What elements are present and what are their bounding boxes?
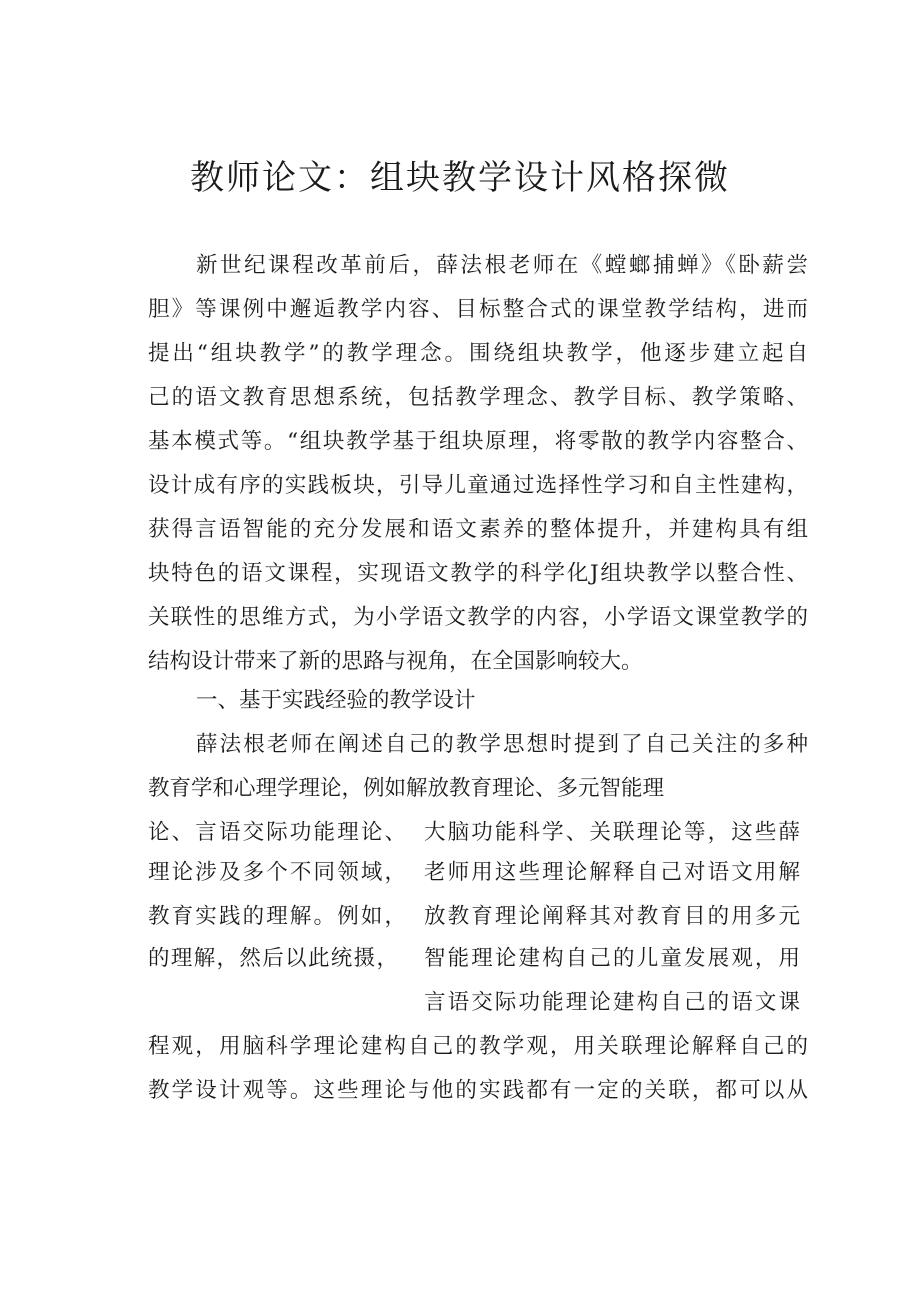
section-heading: 一、基于实践经验的教学设计 [196,688,476,713]
column-right-line: 放教育理论阐释其对教育目的用多元 [424,904,800,929]
column-left-line: 的理解，然后以此统摄， [148,946,398,971]
column-right-line: 智能理论建构自己的儿童发展观，用 [424,946,800,971]
paragraph-line: 获得言语智能的充分发展和语文素养的整体提升，并建构具有组 [148,517,808,542]
paragraph-line: 关联性的思维方式，为小学语文教学的内容，小学语文课堂教学的 [148,605,808,630]
document-title: 教师论文：组块教学设计风格探微 [190,158,730,198]
column-right-line: 言语交际功能理论建构自己的语文课 [424,990,800,1015]
column-left-line: 教育实践的理解。例如， [148,904,406,929]
paragraph-line: 块特色的语文课程，实现语文教学的科学化J组块教学以整合性、 [148,561,808,586]
paragraph-line: 薛法根老师在阐述自己的教学思想时提到了自己关注的多种 [196,732,808,757]
column-right-line: 老师用这些理论解释自己对语文用解 [424,860,800,885]
column-left-line: 论、言语交际功能理论、 [148,820,406,845]
paragraph-line: 己的语文教育思想系统，包括教学理念、教学目标、教学策略、 [148,385,808,410]
paragraph-line: 结构设计带来了新的思路与视角，在全国影响较大。 [148,649,643,674]
paragraph-line: 基本模式等。“组块教学基于组块原理，将零散的教学内容整合、 [148,429,808,454]
paragraph-line: 教育学和心理学理论，例如解放教育理论、多元智能理 [148,776,665,801]
paragraph-line: 教学设计观等。这些理论与他的实践都有一定的关联，都可以从 [148,1078,808,1103]
column-right-line: 大脑功能科学、关联理论等，这些薛 [424,820,800,845]
paragraph-line: 新世纪课程改革前后，薛法根老师在《螳螂捕蝉》《卧薪尝 [196,253,808,278]
paragraph-line: 提出“组块教学”的教学理念。围绕组块教学，他逐步建立起自 [148,341,808,366]
paragraph-line: 设计成有序的实践板块，引导儿童通过选择性学习和自主性建构， [148,473,808,498]
column-left-line: 理论涉及多个不同领域， [148,860,406,885]
paragraph-line: 程观，用脑科学理论建构自己的教学观，用关联理论解释自己的 [148,1034,808,1059]
paragraph-line: 胆》等课例中邂逅教学内容、目标整合式的课堂教学结构，进而 [148,297,808,322]
